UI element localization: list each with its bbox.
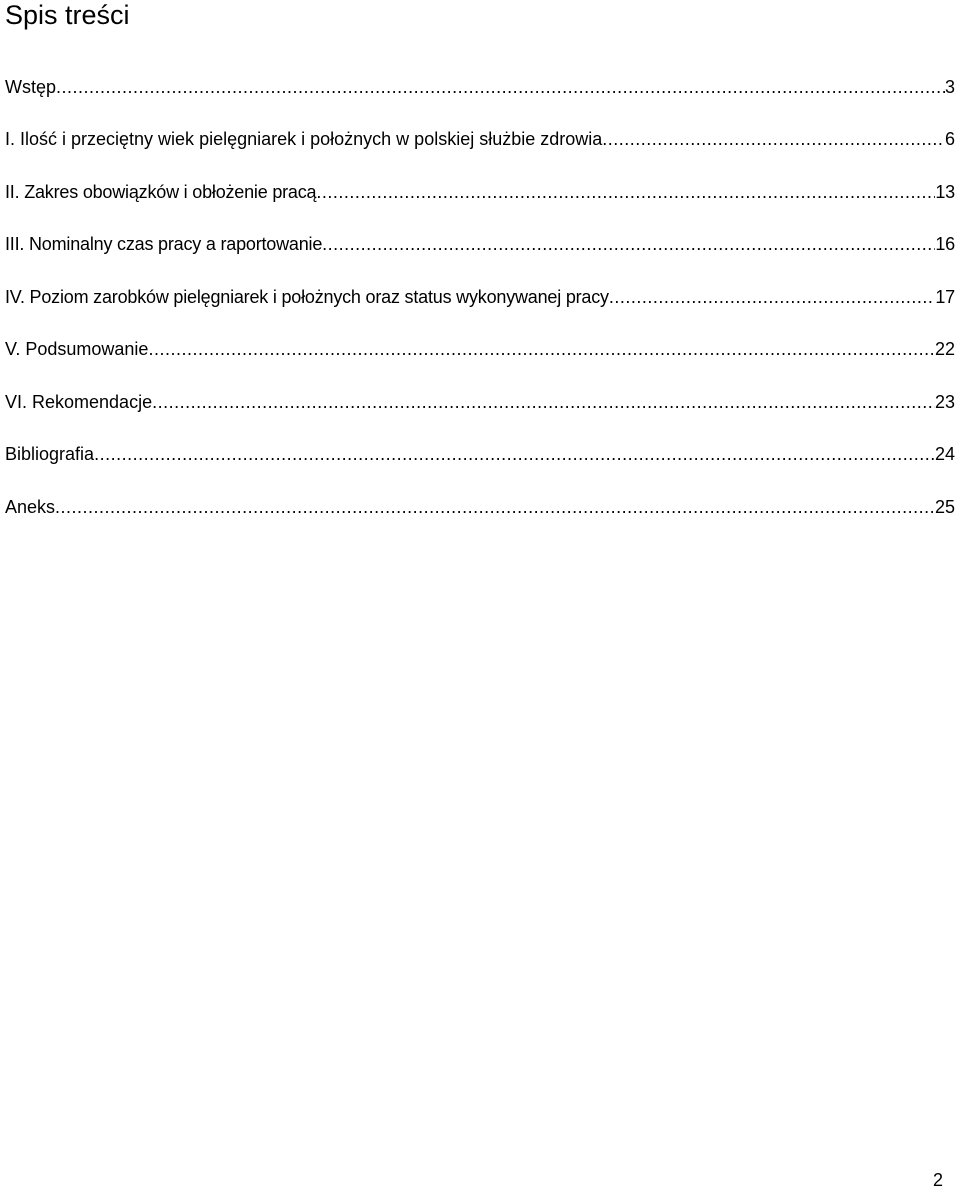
toc-entry-chapter-6[interactable] bbox=[5, 362, 955, 415]
toc-entry-label: Aneks bbox=[5, 496, 56, 517]
toc-leader-dots bbox=[94, 441, 935, 467]
page-number: 2 bbox=[932, 1170, 943, 1190]
toc-leader-dots bbox=[322, 231, 935, 257]
toc-leader-dots bbox=[609, 284, 936, 310]
toc-entry-chapter-4[interactable] bbox=[5, 257, 955, 310]
toc-entry-page: 3 bbox=[944, 76, 955, 97]
toc-entry-label: IV. Poziom zarobków pielęgniarek i położnych oraz status wykonywanej pracy bbox=[5, 286, 609, 307]
toc-entry-label: I. Ilość i przeciętny wiek pielęgniarek i położnych w polskiej służbie zdrowia bbox=[5, 129, 603, 149]
toc-entry-page: 23 bbox=[934, 391, 955, 412]
toc-entry-page: 17 bbox=[935, 286, 955, 307]
toc-entry-page: 22 bbox=[934, 339, 955, 359]
toc-leader-dots bbox=[55, 494, 935, 520]
toc-entry-label: II. Zakres obowiązków i obłożenie pracą bbox=[5, 181, 317, 202]
table-of-contents bbox=[5, 47, 955, 520]
toc-entry-label: Wstęp bbox=[5, 76, 57, 97]
toc-entry-wstep[interactable] bbox=[5, 47, 955, 100]
toc-entry-label: Bibliografia bbox=[5, 444, 95, 464]
toc-leader-dots bbox=[152, 389, 935, 415]
toc-leader-dots bbox=[602, 126, 945, 152]
toc-entry-label: V. Podsumowanie bbox=[5, 339, 149, 359]
page-title: Spis treści bbox=[5, 0, 130, 30]
toc-entry-chapter-5[interactable] bbox=[5, 310, 955, 363]
toc-entry-page: 16 bbox=[935, 234, 955, 254]
toc-entry-page: 6 bbox=[944, 129, 955, 149]
toc-entry-page: 13 bbox=[935, 181, 955, 202]
toc-entry-page: 24 bbox=[934, 444, 955, 464]
toc-entry-chapter-3[interactable] bbox=[5, 205, 955, 258]
toc-entry-chapter-1[interactable] bbox=[5, 100, 955, 153]
toc-leader-dots bbox=[148, 336, 935, 362]
toc-entry-annex[interactable] bbox=[5, 467, 955, 520]
toc-leader-dots bbox=[316, 179, 935, 205]
toc-entry-label: VI. Rekomendacje bbox=[5, 391, 153, 412]
toc-leader-dots bbox=[56, 74, 945, 100]
toc-entry-page: 25 bbox=[934, 496, 955, 517]
toc-entry-bibliography[interactable] bbox=[5, 415, 955, 468]
toc-entry-chapter-2[interactable] bbox=[5, 152, 955, 205]
toc-entry-label: III. Nominalny czas pracy a raportowanie bbox=[5, 234, 323, 254]
